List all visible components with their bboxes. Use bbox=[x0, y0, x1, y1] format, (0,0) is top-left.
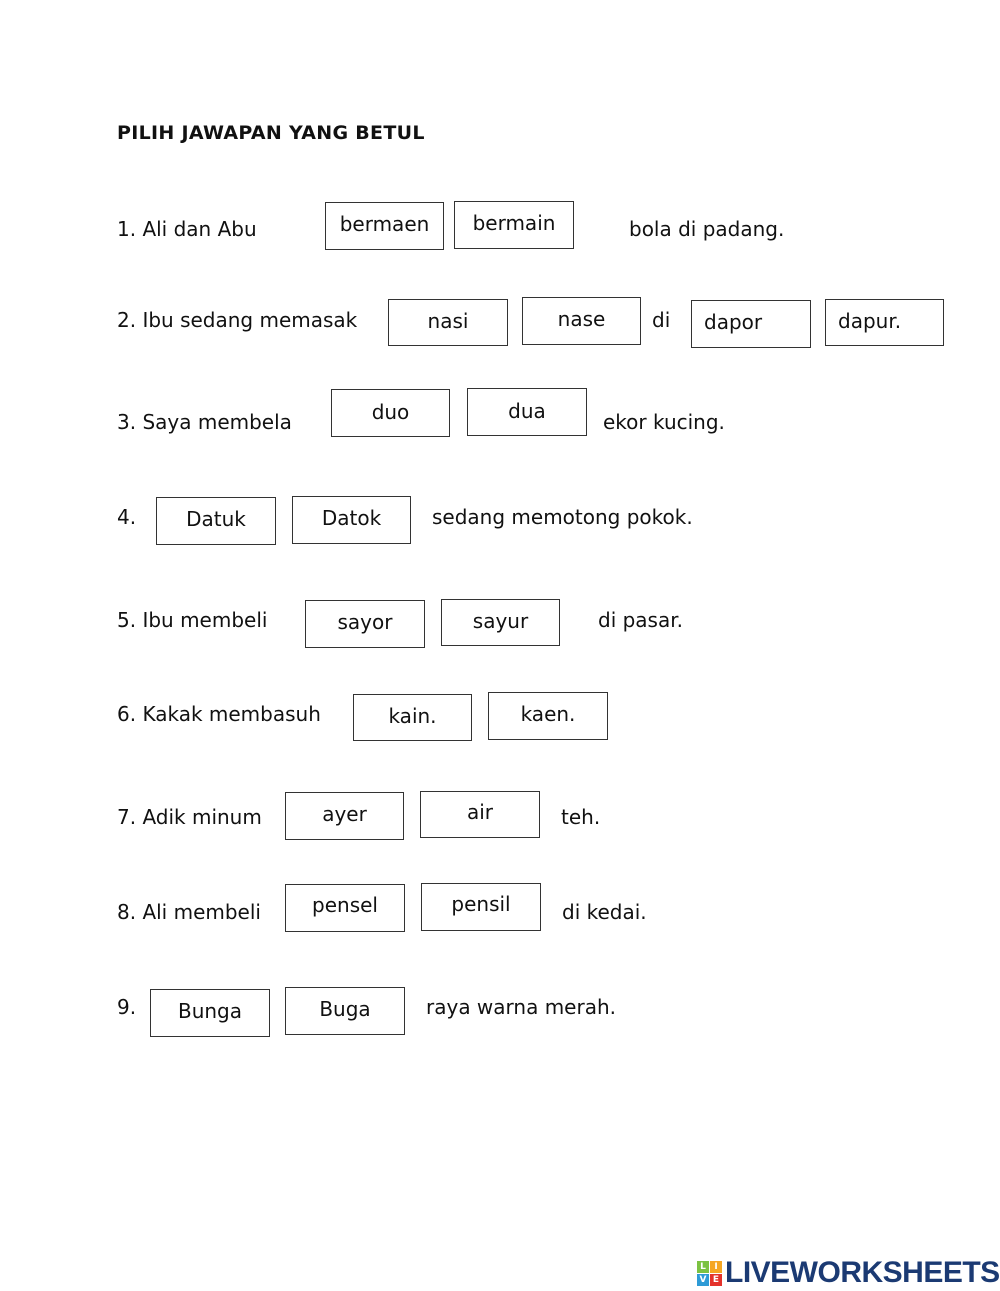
question-7-text: 7. Adik minum bbox=[117, 805, 262, 829]
answer-option[interactable]: ayer bbox=[285, 792, 404, 840]
question-5-text: 5. Ibu membeli bbox=[117, 608, 268, 632]
answer-option[interactable]: kain. bbox=[353, 694, 472, 741]
answer-option[interactable]: Datuk bbox=[156, 497, 276, 545]
logo-text: LIVEWORKSHEETS bbox=[725, 1256, 1000, 1289]
answer-option[interactable]: sayur bbox=[441, 599, 560, 646]
question-3-end: ekor kucing. bbox=[603, 410, 725, 434]
answer-option[interactable]: sayor bbox=[305, 600, 425, 648]
answer-option[interactable]: pensel bbox=[285, 884, 405, 932]
answer-option[interactable]: dapor bbox=[691, 300, 811, 348]
answer-option[interactable]: Bunga bbox=[150, 989, 270, 1037]
answer-option[interactable]: kaen. bbox=[488, 692, 608, 740]
answer-option[interactable]: bermain bbox=[454, 201, 574, 249]
question-8-end: di kedai. bbox=[562, 900, 647, 924]
answer-option[interactable]: pensil bbox=[421, 883, 541, 931]
answer-option[interactable]: duo bbox=[331, 389, 450, 437]
logo-cube-letter: L bbox=[697, 1261, 709, 1273]
logo-cube-letter: E bbox=[710, 1274, 722, 1286]
answer-option[interactable]: dua bbox=[467, 388, 587, 436]
question-3-text: 3. Saya membela bbox=[117, 410, 292, 434]
answer-option[interactable]: nasi bbox=[388, 299, 508, 346]
question-4-text: 4. bbox=[117, 505, 137, 529]
logo-cube-letter: I bbox=[710, 1261, 722, 1273]
answer-option[interactable]: air bbox=[420, 791, 540, 838]
question-1-end: bola di padang. bbox=[629, 217, 785, 241]
question-9-text: 9. bbox=[117, 995, 137, 1019]
question-7-end: teh. bbox=[561, 805, 601, 829]
answer-option[interactable]: Datok bbox=[292, 496, 411, 544]
question-4-end: sedang memotong pokok. bbox=[432, 505, 693, 529]
logo-cube-icon bbox=[697, 1261, 722, 1286]
answer-option[interactable]: Buga bbox=[285, 987, 405, 1035]
liveworksheets-logo bbox=[697, 1256, 1000, 1290]
question-2-text: 2. Ibu sedang memasak bbox=[117, 308, 358, 332]
question-5-end: di pasar. bbox=[598, 608, 683, 632]
answer-option[interactable]: bermaen bbox=[325, 202, 444, 250]
question-2-middle: di bbox=[652, 308, 671, 332]
answer-option[interactable]: dapur. bbox=[825, 299, 944, 346]
question-8-text: 8. Ali membeli bbox=[117, 900, 261, 924]
question-9-end: raya warna merah. bbox=[426, 995, 616, 1019]
answer-option[interactable]: nase bbox=[522, 297, 641, 345]
worksheet-title: PILIH JAWAPAN YANG BETUL bbox=[117, 122, 425, 144]
question-6-text: 6. Kakak membasuh bbox=[117, 702, 321, 726]
logo-cube-letter: V bbox=[697, 1274, 709, 1286]
question-1-text: 1. Ali dan Abu bbox=[117, 217, 257, 241]
